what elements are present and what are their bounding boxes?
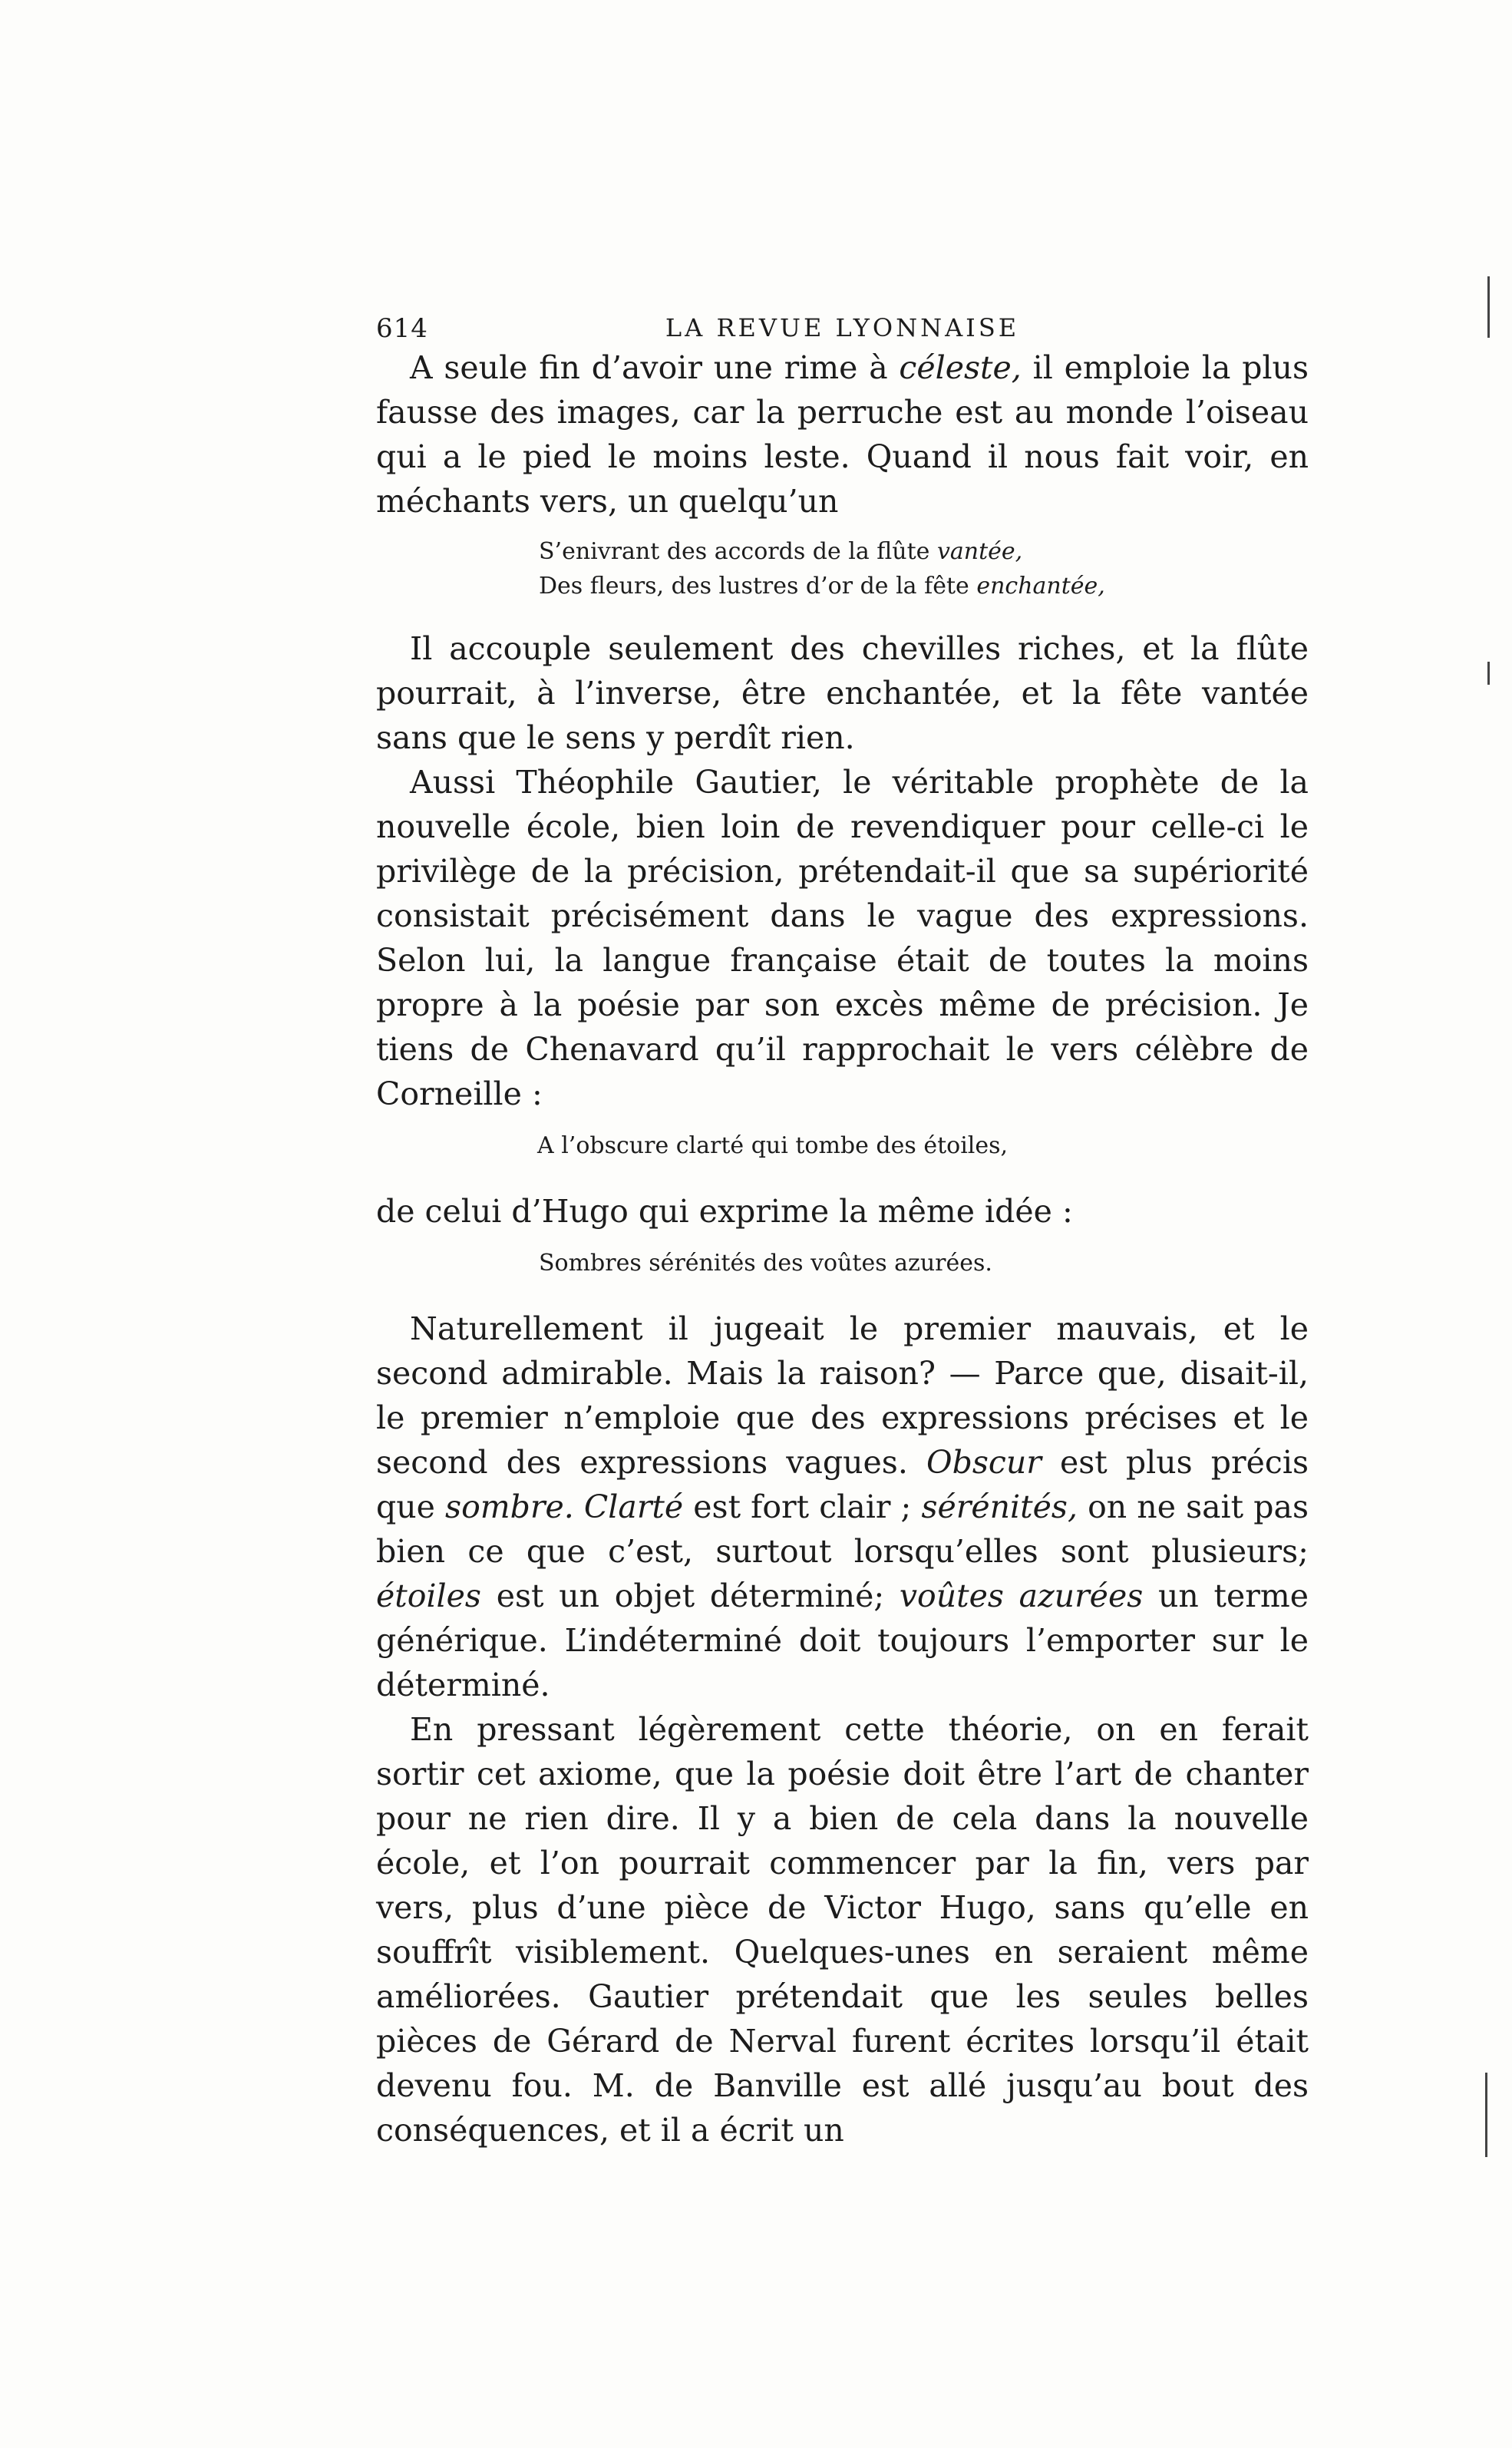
journal-title: LA REVUE LYONNAISE	[665, 313, 1020, 342]
verse-line: S’enivrant des accords de la flûte vantée,	[539, 538, 1023, 565]
page	[376, 307, 1309, 2152]
verse-quote-hugo: Sombres sérénités des voûtes azurées.	[539, 1250, 992, 1277]
verse-quote-corneille: A l’obscure clarté qui tombe des étoiles,	[537, 1132, 1009, 1159]
running-head	[376, 307, 1309, 345]
paragraph-2: Il accouple seulement des chevilles riches, et la flûte pourrait, à l’inverse, être enchantée, et la fête vantée sans que le sens y perdît rien.	[376, 630, 1309, 756]
paragraph-1: A seule fin d’avoir une rime à céleste, il emploie la plus fausse des images, car la perruche est au monde l’oiseau qui a le pied le moins leste. Quand il nous fait voir, en méchants vers, un quelqu’un	[376, 349, 1309, 520]
margin-mark-top-right	[1487, 276, 1490, 338]
verse-line: Des fleurs, des lustres d’or de la fête enchantée,	[539, 573, 1105, 600]
paragraph-3: Aussi Théophile Gautier, le véritable prophète de la nouvelle école, bien loin de revendiquer pour celle-ci le privilège de la précision, prétendait-il que sa supériorité consistait précisément dans le vague des expressions. Selon lui, la langue française était de toutes la moins propre à la poésie par son excès même de précision. Je tiens de Chenavard qu’il rapprochait le vers célèbre de Corneille :	[376, 764, 1309, 1112]
page-number: 614	[376, 313, 428, 344]
paragraph-5: Naturellement il jugeait le premier mauvais, et le second admirable. Mais la raison? — Parce que, disait-il, le premier n’emploie que des expressions précises et le second des expressions vagues. Obscur est plus précis que sombre. Clarté est fort clair ; sérénités, on ne sait pas bien ce que c’est, surtout lorsqu’elles sont plusieurs; étoiles est un objet déterminé; voûtes azurées un terme générique. L’indéterminé doit toujours l’emporter sur le déterminé.	[376, 1310, 1309, 1703]
margin-mark-right-mid	[1487, 662, 1490, 685]
margin-mark-bottom-right	[1485, 2073, 1487, 2157]
paragraph-4: de celui d’Hugo qui exprime la même idée :	[376, 1193, 1073, 1230]
paragraph-6: En pressant légèrement cette théorie, on en ferait sortir cet axiome, que la poésie doit être l’art de chanter pour ne rien dire. Il y a bien de cela dans la nouvelle école, et l’on pourrait commencer par la fin, vers par vers, plus d’une pièce de Victor Hugo, sans qu’elle en souffrît visiblement. Quelques-unes en seraient même améliorées. Gautier prétendait que les seules belles pièces de Gérard de Nerval furent écrites lorsqu’il était devenu fou. M. de Banville est allé jusqu’au bout des conséquences, et il a écrit un	[376, 1711, 1309, 2149]
verse-quote-1	[539, 534, 1309, 603]
